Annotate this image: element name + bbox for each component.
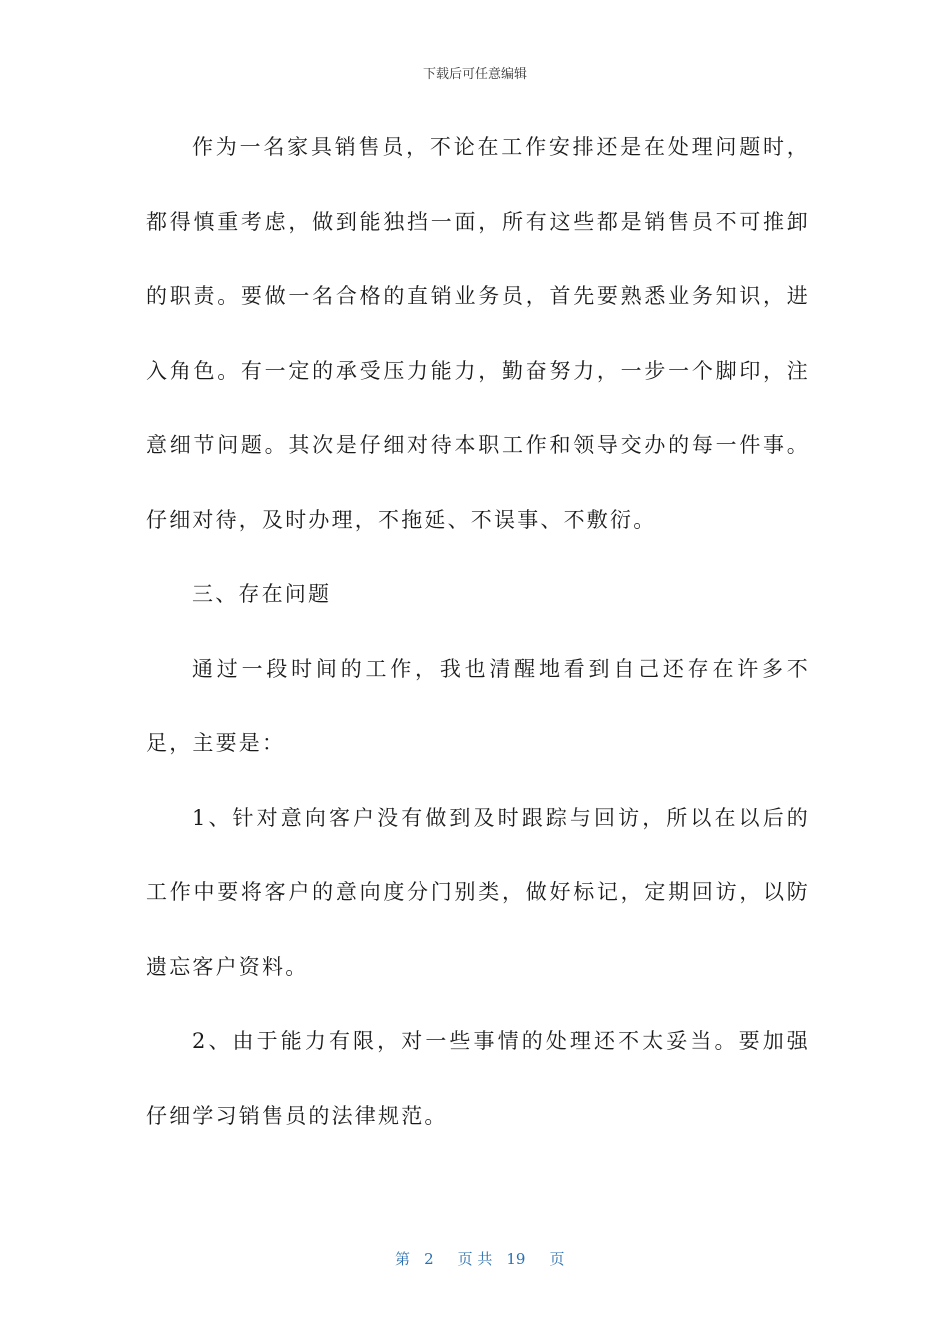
page-footer	[0, 1229, 950, 1269]
paragraph-duties: 作为一名家具销售员，不论在工作安排还是在处理问题时，都得慎重考虑，做到能独挡一面，所有这些都是销售员不可推卸的职责。要做一名合格的直销业务员，首先要熟悉业务知识，进入角色。有一定的承受压力能力，勤奋努力，一步一个脚印，注意细节问题。其次是仔细对待本职工作和领导交办的每一件事。仔细对待，及时办理，不拖延、不误事、不敷衍。	[146, 135, 810, 532]
list-item-2: 2、由于能力有限，对一些事情的处理还不太妥当。要加强仔细学习销售员的法律规范。	[146, 1029, 810, 1128]
section-heading-problems: 三、存在问题	[192, 582, 332, 606]
document-body	[146, 110, 810, 1153]
footer-prefix: 第	[395, 1250, 411, 1268]
page-header	[0, 66, 950, 84]
footer-middle: 页 共	[457, 1250, 493, 1268]
footer-page-number: 2	[424, 1250, 434, 1268]
list-item-1: 1、针对意向客户没有做到及时跟踪与回访，所以在以后的工作中要将客户的意向度分门别类，做好标记，定期回访，以防遗忘客户资料。	[146, 805, 810, 979]
paragraph-shortcomings: 通过一段时间的工作，我也清醒地看到自己还存在许多不足，主要是：	[146, 656, 810, 755]
footer-suffix: 页	[549, 1250, 565, 1268]
header-text: 下载后可任意编辑	[422, 67, 527, 82]
footer-total-pages: 19	[506, 1250, 526, 1268]
